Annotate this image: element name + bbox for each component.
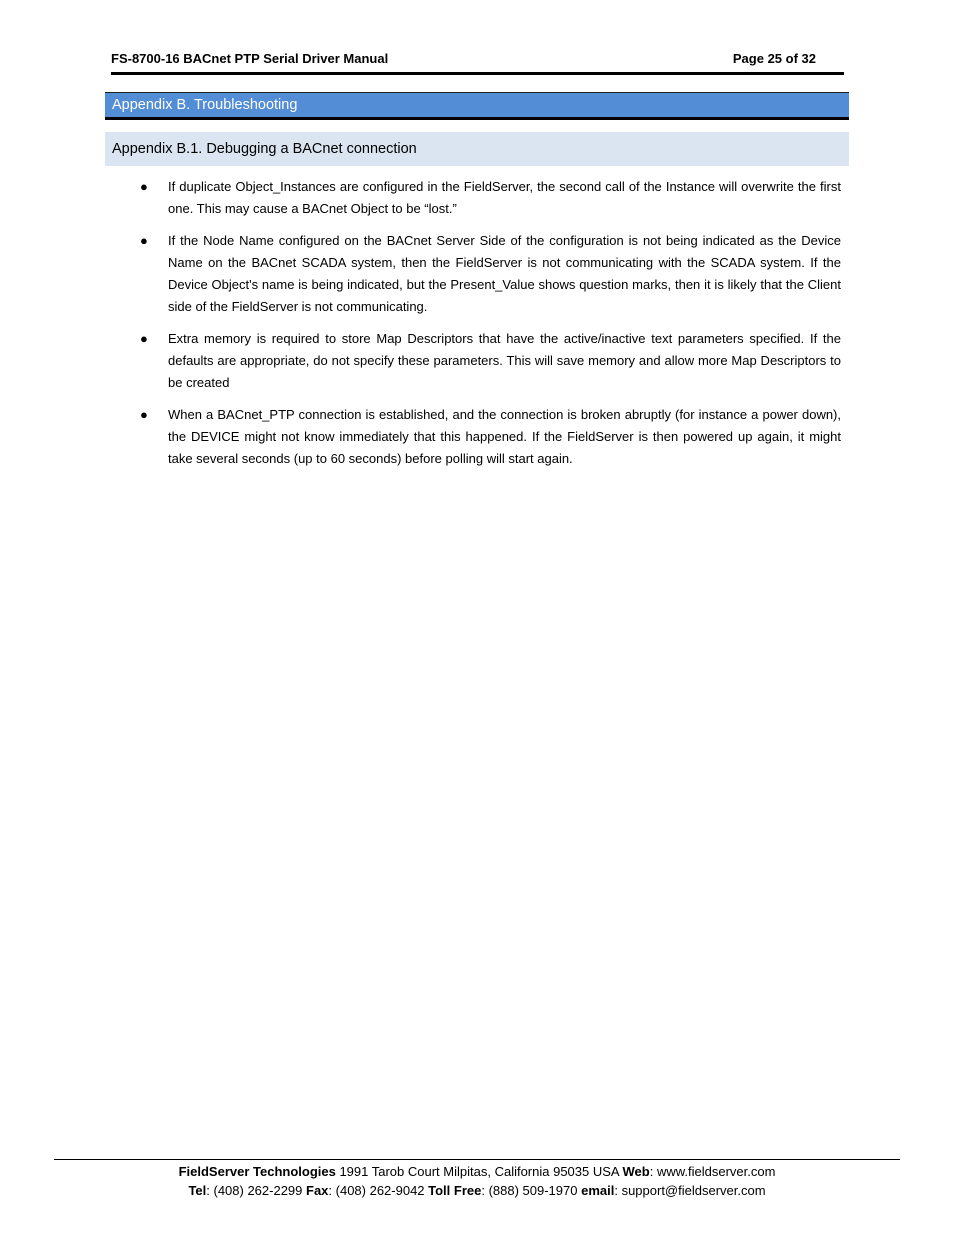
page-header <box>111 50 816 70</box>
bullet-icon: ● <box>140 179 148 194</box>
footer-email-label: email <box>581 1183 615 1198</box>
document-title: FS-8700-16 BACnet PTP Serial Driver Manual <box>111 51 389 66</box>
footer-tollfree-label: Toll Free <box>428 1183 482 1198</box>
page-number: Page 25 of 32 <box>732 51 816 66</box>
footer-web-label: Web <box>622 1164 650 1179</box>
footer-line-1 <box>54 1162 900 1181</box>
footer-divider <box>54 1159 900 1160</box>
footer-web-link[interactable]: : www.fieldserver.com <box>649 1164 776 1179</box>
bullet-icon: ● <box>140 331 148 346</box>
list-item-text: If duplicate Object_Instances are configured in the FieldServer, the second call of the Instance will overwrite the first one. This may cause a BACnet Object to be “lost.” <box>168 179 841 216</box>
footer-fax-value: : (408) 262-9042 <box>328 1183 429 1198</box>
bullet-icon: ● <box>140 407 148 422</box>
footer-fax-label: Fax <box>306 1183 329 1198</box>
header-divider <box>111 72 844 75</box>
list-item-text: Extra memory is required to store Map Descriptors that have the active/inactive text parameters specified. If the defaults are appropriate, do not specify these parameters. This will save memory and allow more Map Descriptors to be created <box>168 331 841 390</box>
list-item-text: If the Node Name configured on the BACnet Server Side of the configuration is not being indicated as the Device Name on the BACnet SCADA system, then the FieldServer is not communicating with the SCADA system. If the Device Object's name is being indicated, but the Present_Value shows question marks, then it is likely that the Client side of the FieldServer is not communicating. <box>168 233 841 314</box>
list-item <box>140 176 841 220</box>
troubleshooting-list <box>140 176 841 480</box>
footer-tel-label: Tel <box>188 1183 207 1198</box>
appendix-heading-bar <box>105 92 849 120</box>
page-footer <box>54 1162 900 1200</box>
footer-company: FieldServer Technologies <box>178 1164 336 1179</box>
footer-email-link[interactable]: : support@fieldserver.com <box>614 1183 766 1198</box>
appendix-heading: Appendix B. Troubleshooting <box>112 97 298 113</box>
footer-address: 1991 Tarob Court Milpitas, California 95035 USA <box>335 1164 623 1179</box>
subsection-heading-bar <box>105 132 849 166</box>
list-item <box>140 328 841 394</box>
bullet-icon: ● <box>140 233 148 248</box>
list-item <box>140 230 841 318</box>
footer-tel-value: : (408) 262-2299 <box>206 1183 306 1198</box>
footer-line-2 <box>54 1181 900 1200</box>
list-item <box>140 404 841 470</box>
list-item-text: When a BACnet_PTP connection is established, and the connection is broken abruptly (for instance a power down), the DEVICE might not know immediately that this happened. If the FieldServer is then powered up again, it might take several seconds (up to 60 seconds) before polling will start again. <box>168 407 841 466</box>
footer-tollfree-value: : (888) 509-1970 <box>481 1183 582 1198</box>
subsection-heading: Appendix B.1. Debugging a BACnet connection <box>112 141 417 157</box>
